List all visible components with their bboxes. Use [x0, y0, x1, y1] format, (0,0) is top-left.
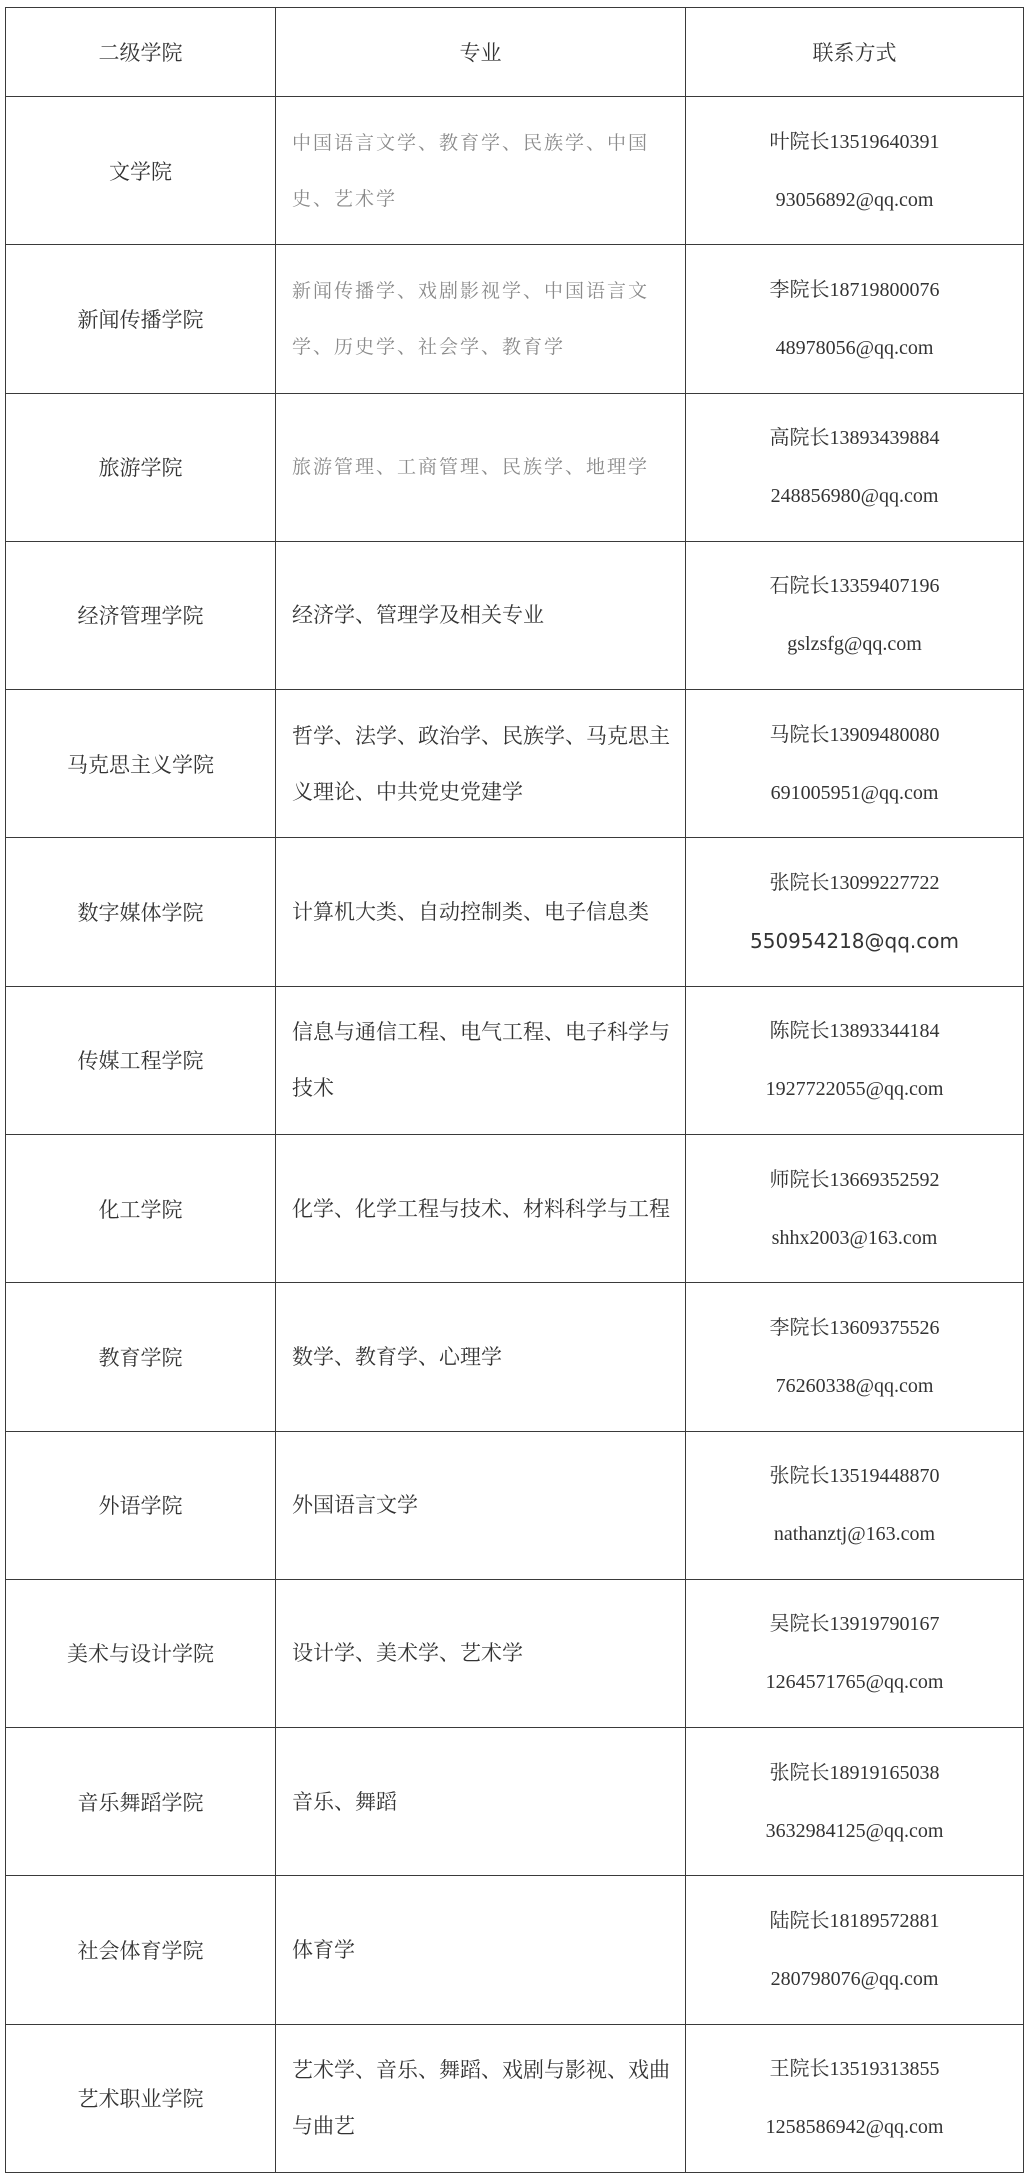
table-row — [6, 2024, 1024, 2172]
dean-email: 248856980@qq.com — [770, 485, 939, 508]
major-list: 音乐、舞蹈 — [276, 1728, 686, 1876]
contact-info — [686, 690, 1024, 838]
major-list: 旅游管理、工商管理、民族学、地理学 — [276, 393, 686, 541]
table-row — [6, 1876, 1024, 2024]
dean-phone: 陈院长13893344184 — [769, 1020, 940, 1043]
college-name: 传媒工程学院 — [6, 986, 276, 1134]
table-row — [6, 1579, 1024, 1727]
dean-email: 3632984125@qq.com — [765, 1819, 944, 1842]
dean-email: 280798076@qq.com — [770, 1968, 939, 1991]
contact-info — [686, 1431, 1024, 1579]
college-name: 音乐舞蹈学院 — [6, 1728, 276, 1876]
dean-phone: 陆院长18189572881 — [769, 1910, 940, 1933]
major-list: 信息与通信工程、电气工程、电子科学与技术 — [276, 986, 686, 1134]
dean-email: 48978056@qq.com — [775, 336, 934, 359]
major-list: 数学、教育学、心理学 — [276, 1283, 686, 1431]
dean-email: 1927722055@qq.com — [765, 1078, 944, 1101]
dean-email: shhx2003@163.com — [771, 1226, 938, 1249]
table-row — [6, 1283, 1024, 1431]
dean-phone: 高院长13893439884 — [769, 427, 940, 450]
contact-info — [686, 393, 1024, 541]
college-name: 旅游学院 — [6, 393, 276, 541]
header-major: 专业 — [276, 8, 686, 97]
dean-email: 691005951@qq.com — [770, 781, 939, 804]
table-row — [6, 541, 1024, 689]
contact-info — [686, 1134, 1024, 1282]
dean-phone: 张院长13099227722 — [769, 872, 940, 895]
dean-email: 93056892@qq.com — [775, 188, 934, 211]
contact-info — [686, 838, 1024, 986]
college-name: 外语学院 — [6, 1431, 276, 1579]
dean-phone: 张院长18919165038 — [769, 1761, 940, 1784]
header-contact: 联系方式 — [686, 8, 1024, 97]
dean-email: 1264571765@qq.com — [765, 1671, 944, 1694]
table-row — [6, 1134, 1024, 1282]
dean-email: 76260338@qq.com — [775, 1374, 934, 1397]
table-row — [6, 245, 1024, 393]
contact-info — [686, 1579, 1024, 1727]
major-list: 艺术学、音乐、舞蹈、戏剧与影视、戏曲与曲艺 — [276, 2024, 686, 2172]
major-list: 计算机大类、自动控制类、电子信息类 — [276, 838, 686, 986]
major-list: 哲学、法学、政治学、民族学、马克思主义理论、中共党史党建学 — [276, 690, 686, 838]
dean-phone: 张院长13519448870 — [769, 1465, 940, 1488]
dean-phone: 吴院长13919790167 — [769, 1613, 940, 1636]
college-name: 经济管理学院 — [6, 541, 276, 689]
college-name: 艺术职业学院 — [6, 2024, 276, 2172]
dean-phone: 李院长13609375526 — [769, 1316, 940, 1339]
college-name: 文学院 — [6, 97, 276, 245]
major-list: 中国语言文学、教育学、民族学、中国史、艺术学 — [276, 97, 686, 245]
header-college: 二级学院 — [6, 8, 276, 97]
dean-phone: 李院长18719800076 — [769, 278, 940, 301]
contact-info — [686, 1876, 1024, 2024]
dean-phone: 石院长13359407196 — [769, 575, 940, 598]
contact-info — [686, 1728, 1024, 1876]
table-row — [6, 986, 1024, 1134]
dean-email: gslzsfg@qq.com — [787, 633, 922, 656]
college-contact-table — [5, 7, 1024, 2173]
major-list: 体育学 — [276, 1876, 686, 2024]
major-list: 外国语言文学 — [276, 1431, 686, 1579]
table-row — [6, 393, 1024, 541]
header-row — [6, 8, 1024, 97]
dean-email: 1258586942@qq.com — [765, 2116, 944, 2139]
dean-email: 550954218@qq.com — [750, 929, 959, 954]
dean-email: nathanztj@163.com — [773, 1523, 936, 1546]
college-name: 马克思主义学院 — [6, 690, 276, 838]
college-name: 教育学院 — [6, 1283, 276, 1431]
college-name: 美术与设计学院 — [6, 1579, 276, 1727]
contact-info — [686, 245, 1024, 393]
college-contact-sheet — [5, 7, 1023, 2173]
contact-info — [686, 541, 1024, 689]
dean-phone: 师院长13669352592 — [769, 1168, 940, 1191]
major-list: 化学、化学工程与技术、材料科学与工程 — [276, 1134, 686, 1282]
dean-phone: 王院长13519313855 — [769, 2058, 940, 2081]
dean-phone: 叶院长13519640391 — [769, 130, 940, 153]
college-name: 数字媒体学院 — [6, 838, 276, 986]
contact-info — [686, 986, 1024, 1134]
college-name: 化工学院 — [6, 1134, 276, 1282]
table-row — [6, 1431, 1024, 1579]
table-row — [6, 1728, 1024, 1876]
table-row — [6, 97, 1024, 245]
major-list: 新闻传播学、戏剧影视学、中国语言文学、历史学、社会学、教育学 — [276, 245, 686, 393]
table-row — [6, 838, 1024, 986]
dean-phone: 马院长13909480080 — [769, 723, 940, 746]
college-name: 社会体育学院 — [6, 1876, 276, 2024]
contact-info — [686, 2024, 1024, 2172]
college-name: 新闻传播学院 — [6, 245, 276, 393]
contact-info — [686, 97, 1024, 245]
major-list: 经济学、管理学及相关专业 — [276, 541, 686, 689]
contact-info — [686, 1283, 1024, 1431]
major-list: 设计学、美术学、艺术学 — [276, 1579, 686, 1727]
table-row — [6, 690, 1024, 838]
